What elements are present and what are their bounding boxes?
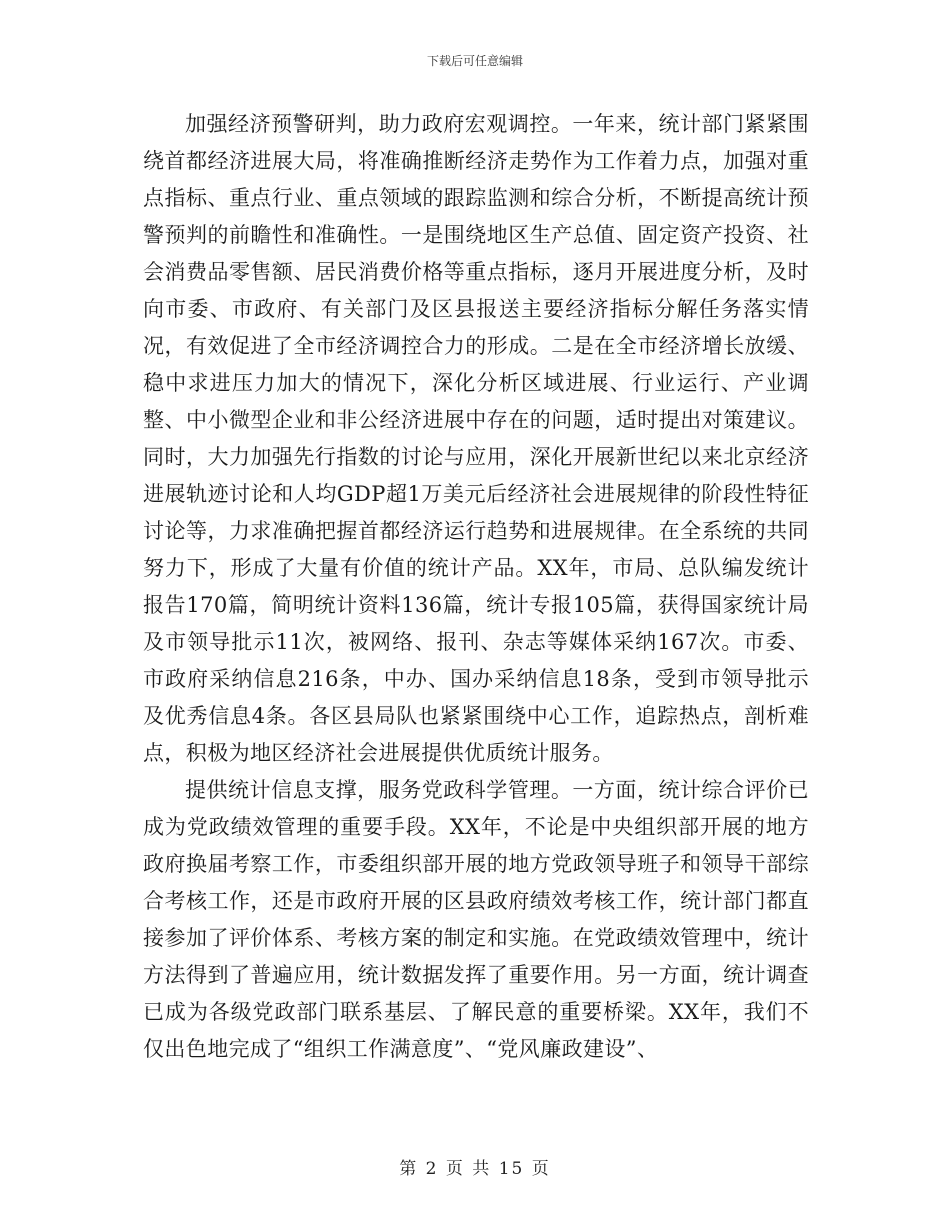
paragraph-economic-forecasting: 加强经济预警研判，助力政府宏观调控。一年来，统计部门紧紧围绕首都经济进展大局，将准确推断经济走势作为工作着力点，加强对重点指标、重点行业、重点领域的跟踪监测和综合分析，不断提高统计预警预判的前瞻性和准确性。一是围绕地区生产总值、固定资产投资、社会消费品零售额、居民消费价格等重点指标，逐月开展进度分析，及时向市委、市政府、有关部门及区县报送主要经济指标分解任务落实情况，有效促进了全市经济调控合力的形成。二是在全市经济增长放缓、稳中求进压力加大的情况下，深化分析区域进展、行业运行、产业调整、中小微型企业和非公经济进展中存在的问题，适时提出对策建议。同时，大力加强先行指数的讨论与应用，深化开展新世纪以来北京经济进展轨迹讨论和人均GDP超1万美元后经济社会进展规律的阶段性特征讨论等，力求准确把握首都经济运行趋势和进展规律。在全系统的共同努力下，形成了大量有价值的统计产品。XX年，市局、总队编发统计报告170篇，简明统计资料136篇，统计专报105篇，获得国家统计局及市领导批示11次，被网络、报刊、杂志等媒体采纳167次。市委、市政府采纳信息216条，中办、国办采纳信息18条，受到市领导批示及优秀信息4条。各区县局队也紧紧围绕中心工作，追踪热点，剖析难点，积极为地区经济社会进展提供优质统计服务。: [143, 112, 809, 765]
page-header-note: 下载后可任意编辑: [426, 54, 523, 68]
document-body: [143, 106, 809, 1068]
page-number-footer: 第 2 页 共 15 页: [399, 1159, 551, 1179]
paragraph-statistical-support: 提供统计信息支撑，服务党政科学管理。一方面，统计综合评价已成为党政绩效管理的重要手段。XX年，不论是中央组织部开展的地方政府换届考察工作，市委组织部开展的地方党政领导班子和领导干部综合考核工作，还是市政府开展的区县政府绩效考核工作，统计部门都直接参加了评价体系、考核方案的制定和实施。在党政绩效管理中，统计方法得到了普遍应用，统计数据发挥了重要作用。另一方面，统计调查已成为各级党政部门联系基层、了解民意的重要桥梁。XX年，我们不仅出色地完成了“组织工作满意度”、“党风廉政建设”、: [143, 778, 809, 1061]
